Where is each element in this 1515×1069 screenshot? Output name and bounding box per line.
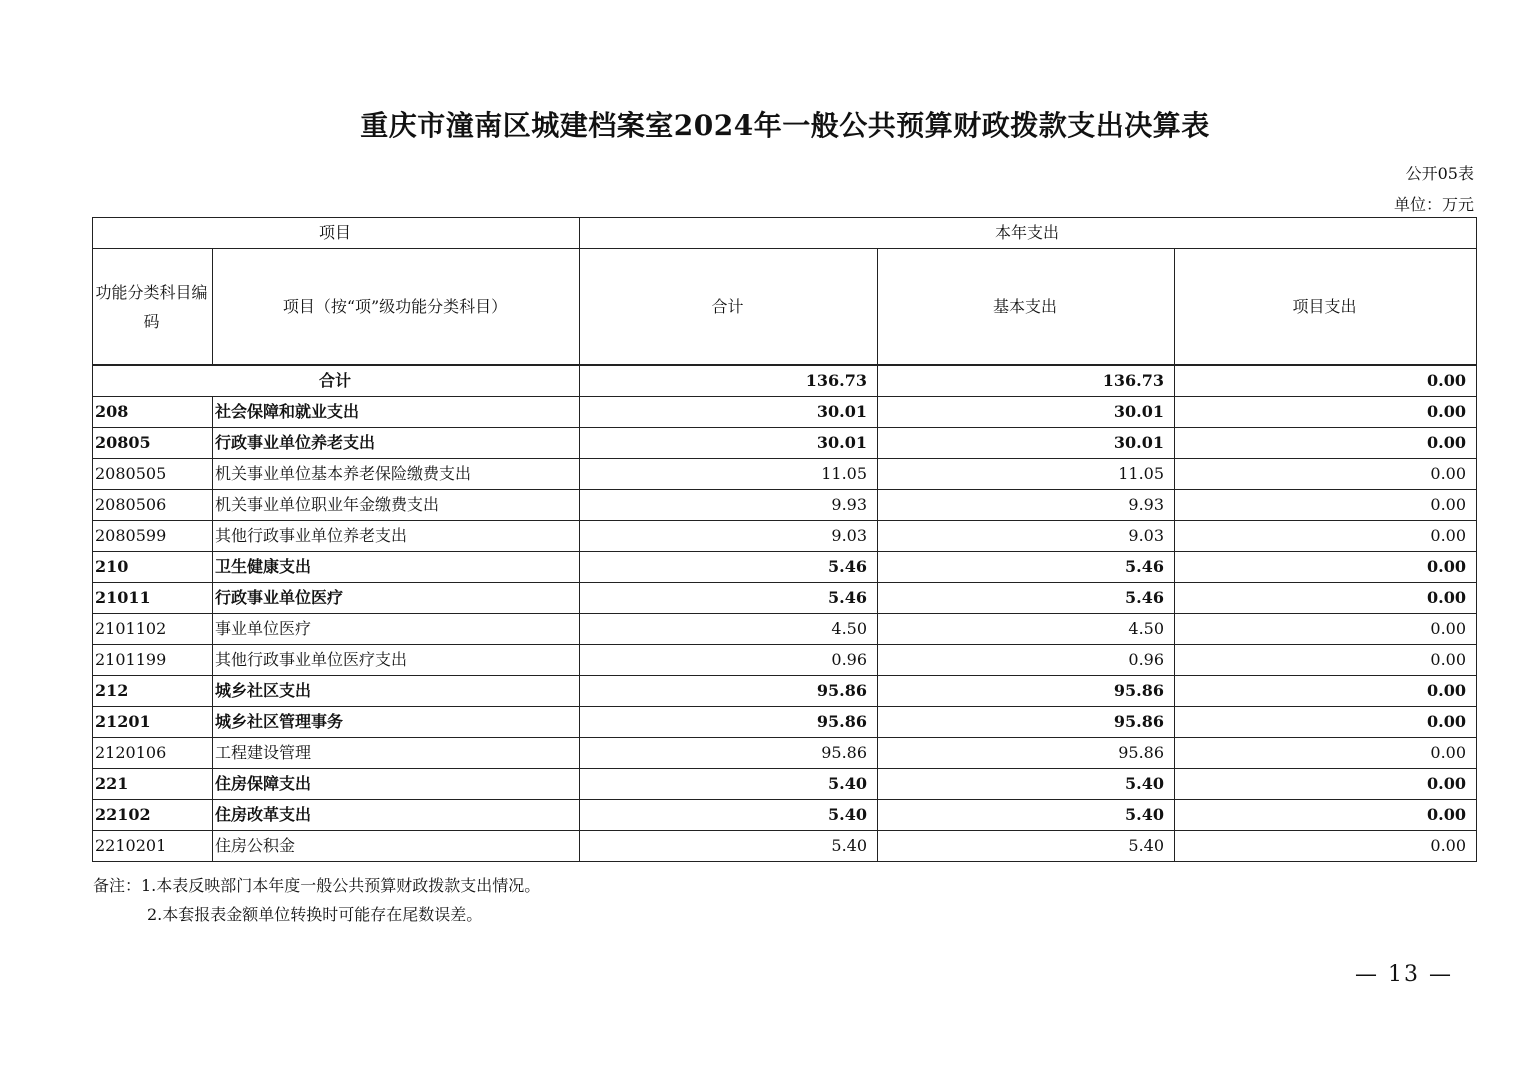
table-row xyxy=(93,521,1477,552)
row-code: 21201 xyxy=(93,707,213,738)
header-basic: 基本支出 xyxy=(878,249,1175,366)
header-code: 功能分类科目编码 xyxy=(93,249,213,366)
row-project: 0.00 xyxy=(1175,645,1477,676)
row-project: 0.00 xyxy=(1175,552,1477,583)
row-name: 住房保障支出 xyxy=(213,769,580,800)
row-project: 0.00 xyxy=(1175,738,1477,769)
row-project: 0.00 xyxy=(1175,583,1477,614)
row-basic: 5.40 xyxy=(878,831,1175,862)
form-code: 公开05表 xyxy=(1405,164,1474,183)
row-total: 4.50 xyxy=(580,614,878,645)
row-name: 卫生健康支出 xyxy=(213,552,580,583)
row-total: 95.86 xyxy=(580,707,878,738)
row-project: 0.00 xyxy=(1175,831,1477,862)
unit-label: 单位：万元 xyxy=(1393,195,1474,214)
row-basic: 9.93 xyxy=(878,490,1175,521)
row-code: 2101102 xyxy=(93,614,213,645)
table-row xyxy=(93,800,1477,831)
page-number: — 13 — xyxy=(1355,962,1453,987)
row-project: 0.00 xyxy=(1175,707,1477,738)
note-line-2: 2.本套报表金额单位转换时可能存在尾数误差。 xyxy=(147,905,483,924)
total-row xyxy=(93,365,1477,397)
row-project: 0.00 xyxy=(1175,800,1477,831)
row-name: 其他行政事业单位养老支出 xyxy=(213,521,580,552)
row-name: 城乡社区管理事务 xyxy=(213,707,580,738)
row-name: 住房改革支出 xyxy=(213,800,580,831)
row-code: 2120106 xyxy=(93,738,213,769)
row-project: 0.00 xyxy=(1175,521,1477,552)
row-basic: 30.01 xyxy=(878,428,1175,459)
row-name: 机关事业单位职业年金缴费支出 xyxy=(213,490,580,521)
table-row xyxy=(93,676,1477,707)
row-project: 0.00 xyxy=(1175,614,1477,645)
row-name: 行政事业单位养老支出 xyxy=(213,428,580,459)
header-total: 合计 xyxy=(580,249,878,366)
row-basic: 30.01 xyxy=(878,397,1175,428)
row-code: 20805 xyxy=(93,428,213,459)
table-row xyxy=(93,428,1477,459)
table-row xyxy=(93,397,1477,428)
notes xyxy=(93,871,540,929)
row-total: 9.93 xyxy=(580,490,878,521)
row-total: 5.46 xyxy=(580,583,878,614)
table-body xyxy=(93,218,1477,862)
note-line-1: 备注：1.本表反映部门本年度一般公共预算财政拨款支出情况。 xyxy=(93,876,541,895)
row-project: 0.00 xyxy=(1175,490,1477,521)
header-row-columns xyxy=(93,249,1477,366)
row-project: 0.00 xyxy=(1175,397,1477,428)
table-row xyxy=(93,490,1477,521)
row-name: 社会保障和就业支出 xyxy=(213,397,580,428)
row-total: 30.01 xyxy=(580,428,878,459)
header-project: 项目支出 xyxy=(1175,249,1477,366)
row-total: 5.40 xyxy=(580,831,878,862)
row-total: 5.46 xyxy=(580,552,878,583)
row-code: 22102 xyxy=(93,800,213,831)
row-basic: 9.03 xyxy=(878,521,1175,552)
row-code: 221 xyxy=(93,769,213,800)
table-row xyxy=(93,614,1477,645)
row-name: 工程建设管理 xyxy=(213,738,580,769)
row-code: 2080506 xyxy=(93,490,213,521)
table-row xyxy=(93,831,1477,862)
table-row xyxy=(93,583,1477,614)
row-basic: 95.86 xyxy=(878,738,1175,769)
total-label: 合计 xyxy=(93,365,580,397)
row-basic: 4.50 xyxy=(878,614,1175,645)
row-basic: 5.40 xyxy=(878,769,1175,800)
row-total: 95.86 xyxy=(580,676,878,707)
row-basic: 95.86 xyxy=(878,707,1175,738)
header-project-group: 项目 xyxy=(93,218,580,249)
row-code: 208 xyxy=(93,397,213,428)
table-row xyxy=(93,459,1477,490)
row-total: 11.05 xyxy=(580,459,878,490)
total-project: 0.00 xyxy=(1175,365,1477,397)
row-total: 5.40 xyxy=(580,769,878,800)
row-basic: 11.05 xyxy=(878,459,1175,490)
row-basic: 5.40 xyxy=(878,800,1175,831)
row-project: 0.00 xyxy=(1175,676,1477,707)
row-total: 95.86 xyxy=(580,738,878,769)
row-code: 2210201 xyxy=(93,831,213,862)
table-row xyxy=(93,738,1477,769)
row-name: 其他行政事业单位医疗支出 xyxy=(213,645,580,676)
row-name: 城乡社区支出 xyxy=(213,676,580,707)
row-name: 行政事业单位医疗 xyxy=(213,583,580,614)
document-title: 重庆市潼南区城建档案室2024年一般公共预算财政拨款支出决算表 xyxy=(360,109,1210,142)
row-code: 21011 xyxy=(93,583,213,614)
row-project: 0.00 xyxy=(1175,459,1477,490)
budget-table xyxy=(92,217,1477,862)
row-total: 30.01 xyxy=(580,397,878,428)
row-project: 0.00 xyxy=(1175,428,1477,459)
header-expense-group: 本年支出 xyxy=(580,218,1477,249)
total-total: 136.73 xyxy=(580,365,878,397)
row-code: 212 xyxy=(93,676,213,707)
row-project: 0.00 xyxy=(1175,769,1477,800)
row-total: 5.40 xyxy=(580,800,878,831)
table-row xyxy=(93,552,1477,583)
table-row xyxy=(93,645,1477,676)
table-row xyxy=(93,707,1477,738)
row-basic: 0.96 xyxy=(878,645,1175,676)
row-name: 事业单位医疗 xyxy=(213,614,580,645)
header-name: 项目（按“项”级功能分类科目） xyxy=(213,249,580,366)
row-total: 0.96 xyxy=(580,645,878,676)
row-code: 2080599 xyxy=(93,521,213,552)
row-basic: 95.86 xyxy=(878,676,1175,707)
row-code: 2080505 xyxy=(93,459,213,490)
row-basic: 5.46 xyxy=(878,583,1175,614)
total-basic: 136.73 xyxy=(878,365,1175,397)
row-name: 住房公积金 xyxy=(213,831,580,862)
row-total: 9.03 xyxy=(580,521,878,552)
table-row xyxy=(93,769,1477,800)
row-code: 210 xyxy=(93,552,213,583)
row-basic: 5.46 xyxy=(878,552,1175,583)
row-name: 机关事业单位基本养老保险缴费支出 xyxy=(213,459,580,490)
row-code: 2101199 xyxy=(93,645,213,676)
header-row-group xyxy=(93,218,1477,249)
